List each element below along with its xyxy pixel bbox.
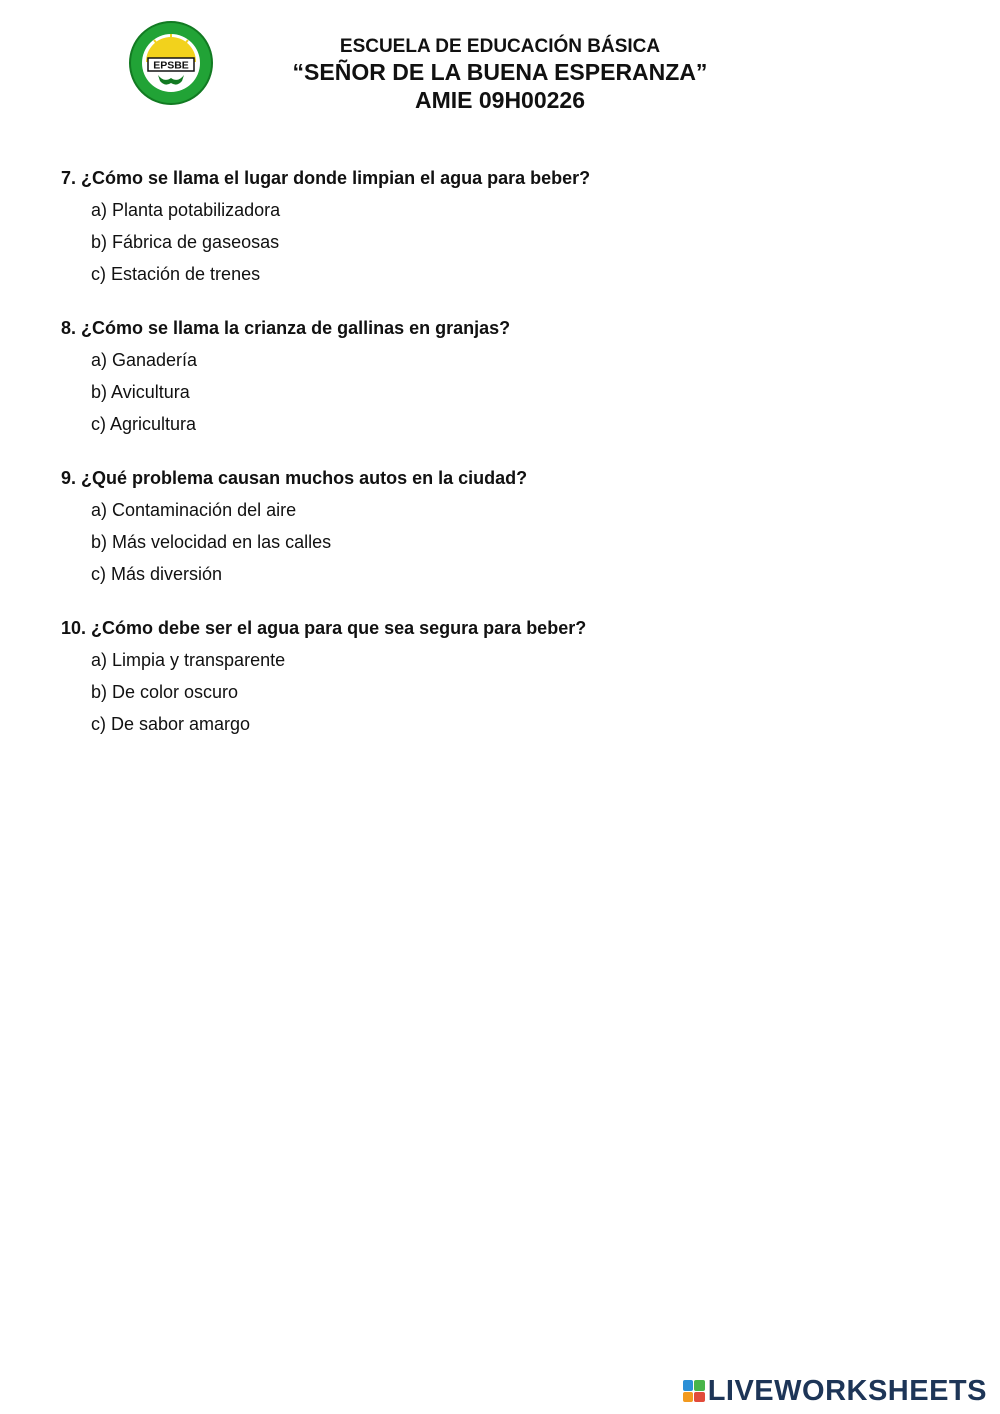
answer-option[interactable]: c) Más diversión <box>91 564 223 584</box>
question-list <box>61 166 921 766</box>
liveworksheets-brand[interactable] <box>683 1376 987 1406</box>
answer-option[interactable]: a) Planta potabilizadora <box>91 200 281 220</box>
answer-option[interactable]: b) Avicultura <box>91 382 190 402</box>
liveworksheets-logo-icon <box>683 1380 705 1402</box>
school-type: ESCUELA DE EDUCACIÓN BÁSICA <box>339 36 661 57</box>
school-seal-icon <box>128 20 214 106</box>
answer-option[interactable]: c) Agricultura <box>91 414 197 434</box>
question-text: 9. ¿Qué problema causan muchos autos en la ciudad? <box>61 468 528 488</box>
question-text: 7. ¿Cómo se llama el lugar donde limpian el agua para beber? <box>61 168 591 188</box>
question-text: 10. ¿Cómo debe ser el agua para que sea segura para beber? <box>61 618 587 638</box>
school-name: “SEÑOR DE LA BUENA ESPERANZA” <box>292 59 708 85</box>
question-7 <box>61 166 921 286</box>
answer-option[interactable]: a) Limpia y transparente <box>91 650 286 670</box>
question-8 <box>61 316 921 436</box>
answer-option[interactable]: b) Fábrica de gaseosas <box>91 232 280 252</box>
document-header <box>250 36 750 114</box>
school-logo <box>128 20 214 106</box>
answer-option[interactable]: a) Contaminación del aire <box>91 500 297 520</box>
question-10 <box>61 616 921 736</box>
question-text: 8. ¿Cómo se llama la crianza de gallinas en granjas? <box>61 318 511 338</box>
brand-name: LIVEWORKSHEETS <box>707 1374 987 1407</box>
answer-option[interactable]: c) De sabor amargo <box>91 714 251 734</box>
logo-abbr: EPSBE <box>153 59 189 72</box>
answer-option[interactable]: b) De color oscuro <box>91 682 239 702</box>
answer-option[interactable]: c) Estación de trenes <box>91 264 261 284</box>
answer-option[interactable]: a) Ganadería <box>91 350 198 370</box>
question-9 <box>61 466 921 586</box>
amie-code: AMIE 09H00226 <box>414 87 586 113</box>
answer-option[interactable]: b) Más velocidad en las calles <box>91 532 332 552</box>
